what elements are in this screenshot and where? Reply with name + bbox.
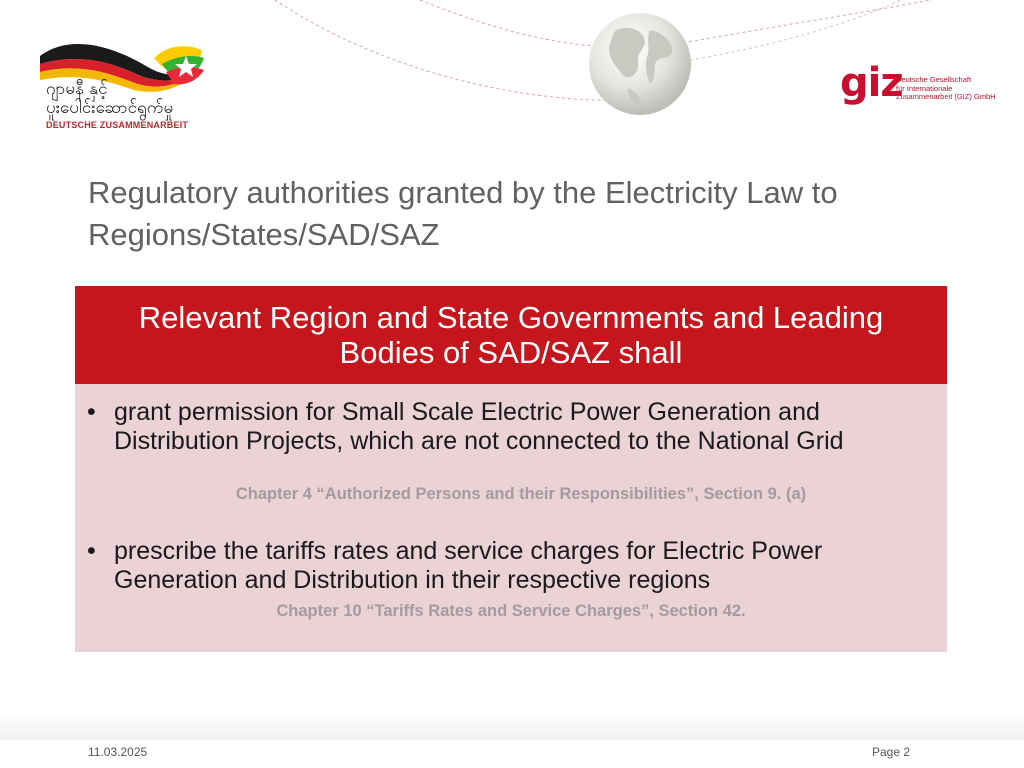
bullet-item [87, 537, 937, 595]
legal-reference: Chapter 10 “Tariffs Rates and Service Charges”, Section 42. [276, 602, 746, 620]
content-box [75, 286, 947, 652]
giz-wordmark: giz [840, 60, 903, 106]
bullet-text: prescribe the tariffs rates and service charges for Electric Power Generation and Distribution in their respective regions [114, 537, 823, 594]
footer-band [0, 712, 1024, 740]
footer-date: 11.03.2025 [88, 745, 148, 759]
burmese-logo-text: ဂျာမနီ နှင့် ပူးပေါင်းဆောင်ရွက်မှု [46, 79, 174, 118]
legal-reference: Chapter 4 “Authorized Persons and their Responsibilities”, Section 9. (a) [235, 485, 807, 503]
bullet-item [87, 398, 937, 456]
page-number: Page 2 [872, 745, 911, 759]
logo-subtitle: DEUTSCHE ZUSAMMENARBEIT [46, 120, 189, 130]
bullet-dot-icon: • [87, 398, 96, 426]
box-header [75, 286, 947, 384]
slide-title: Regulatory authorities granted by the Electricity Law to Regions/States/SAD/SAZ [88, 175, 838, 252]
bullet-text: grant permission for Small Scale Electric Power Generation and Distribution Projects, which are not connected to the National Grid [114, 398, 844, 455]
deutsche-zusammenarbeit-logo [36, 36, 206, 136]
giz-organization-name: Deutsche Gesellschaft für Internationale Zusammenarbeit (GIZ) GmbH [896, 75, 996, 101]
box-header-text: Relevant Region and State Governments and Leading Bodies of SAD/SAZ shall [138, 300, 884, 370]
bullet-dot-icon: • [87, 537, 96, 565]
globe-graphic [588, 12, 692, 116]
giz-logo [840, 60, 1000, 114]
